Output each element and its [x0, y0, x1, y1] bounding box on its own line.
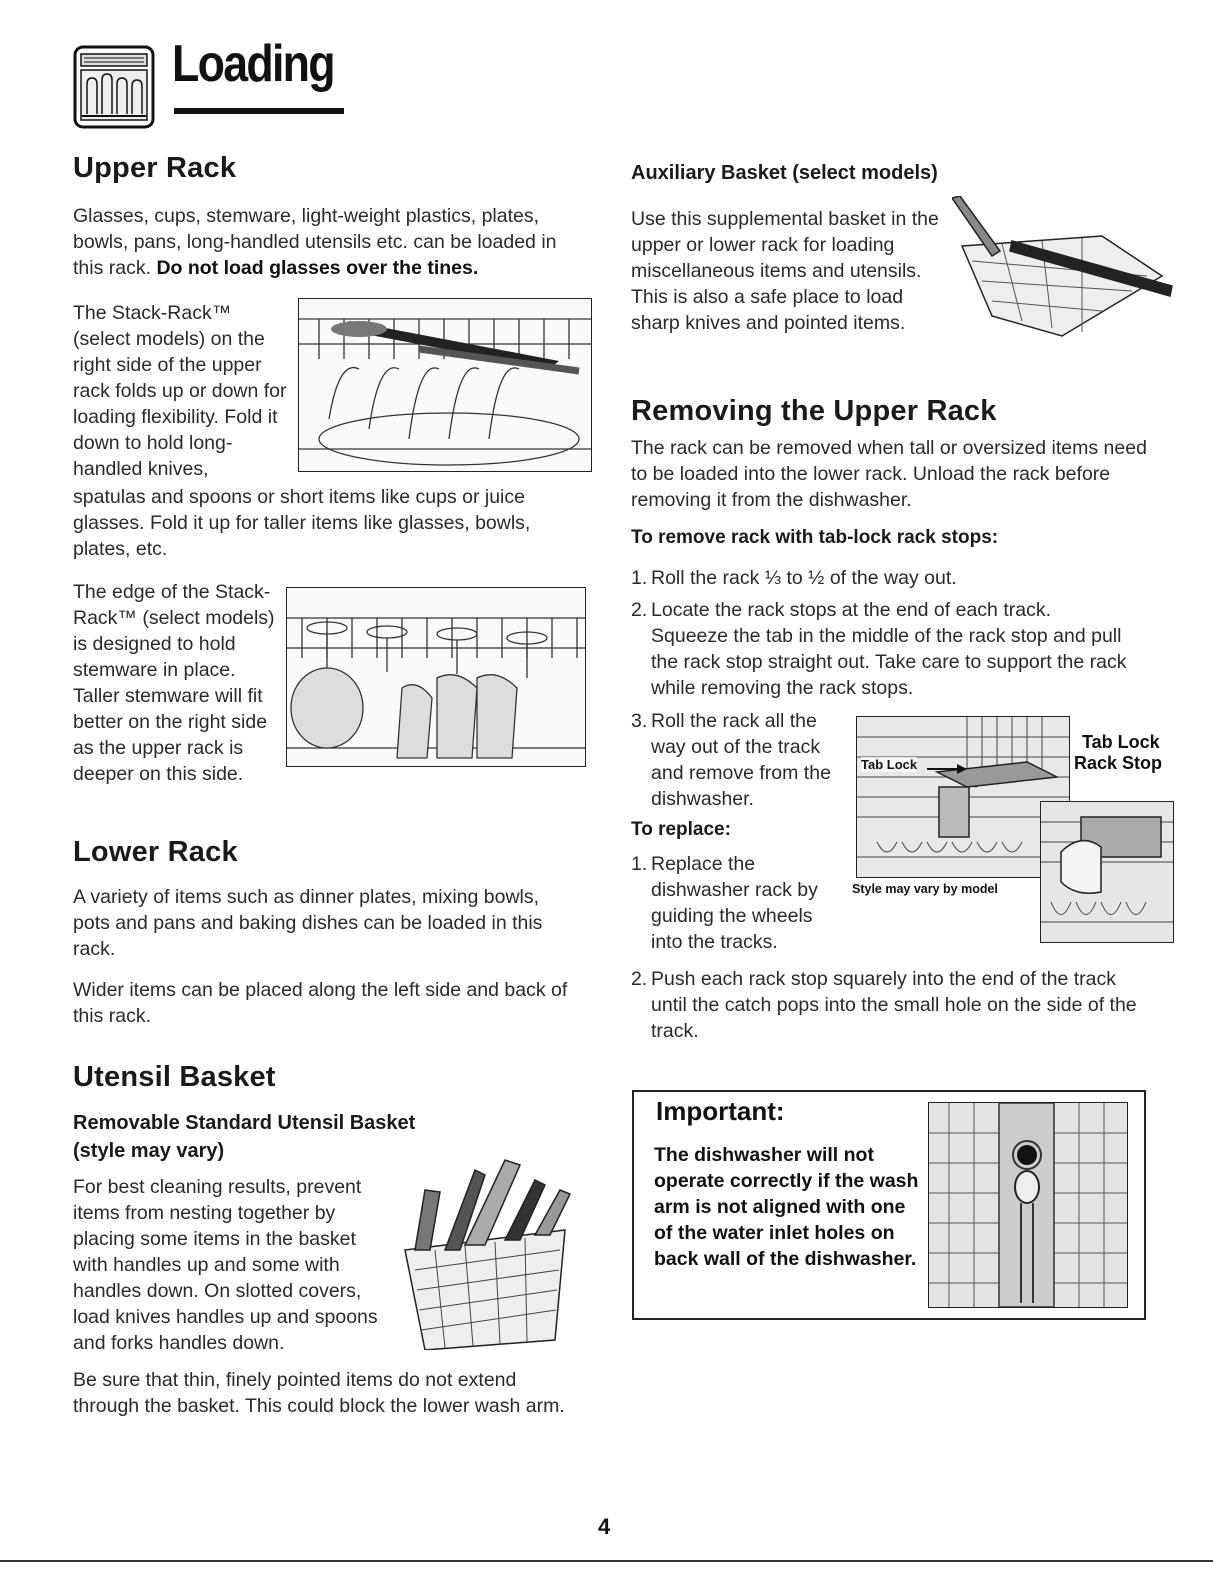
stemware-rack-illustration — [286, 587, 586, 767]
utensil-basket-paragraph-1: For best cleaning results, prevent items from nesting together by placing some items in the basket with handles up and some with handles down. On slotted covers, load knives handles up and spoons and forks handles down. — [73, 1176, 378, 1354]
replace-step-1-num: 1. — [631, 853, 648, 875]
tab-lock-right-label-2: Rack Stop — [1074, 753, 1163, 773]
tab-lock-right-label — [1074, 732, 1162, 774]
rack-stop-closeup-illustration — [1040, 801, 1174, 943]
tab-lock-right-label-1: Tab Lock — [1082, 732, 1160, 752]
remove-step-3 — [631, 708, 851, 812]
page-number: 4 — [598, 1514, 611, 1539]
stack-rack-paragraph-2: The edge of the Stack-Rack™ (select models) is designed to hold stemware in place. Taller stemware will fit better on the right side as the upper rack is deeper on this side. — [73, 581, 275, 785]
lower-rack-paragraph-2: Wider items can be placed along the left side and back of this rack. — [73, 979, 568, 1027]
tab-lock-arrow — [927, 761, 967, 771]
replace-step-2-text: Push each rack stop squarely into the end of the track until the catch pops into the small hole on the side of the track. — [651, 968, 1137, 1042]
remove-step-3-num: 3. — [631, 710, 648, 732]
remove-step-1 — [631, 565, 1131, 591]
removing-intro: The rack can be removed when tall or oversized items need to be loaded into the lower rack. Unload the rack before removing it from the dishwasher. — [631, 437, 1147, 511]
utensil-basket-heading: Utensil Basket — [73, 1061, 276, 1093]
replace-heading: To replace: — [631, 819, 731, 840]
replace-step-2-num: 2. — [631, 968, 648, 990]
figure-caption: Style may vary by model — [852, 882, 998, 896]
page-title — [172, 34, 360, 94]
important-text: The dishwasher will not operate correctly if the wash arm is not aligned with one of the water inlet holes on back wall of the dishwasher. — [654, 1144, 919, 1270]
utensil-basket-illustration — [385, 1150, 585, 1350]
remove-step-1-num: 1. — [631, 567, 648, 589]
removing-heading: Removing the Upper Rack — [631, 395, 997, 427]
utensil-basket-subheading-2: (style may vary) — [73, 1140, 225, 1162]
important-heading: Important: — [656, 1096, 785, 1126]
replace-step-1-text: Replace the dishwasher rack by guiding the wheels into the tracks. — [651, 853, 818, 953]
header-icon-dishwasher — [72, 44, 156, 130]
replace-step-2 — [631, 966, 1141, 1044]
upper-rack-intro-text: Glasses, cups, stemware, light-weight plastics, plates, bowls, pans, long-handled utensils etc. can be loaded in this rack. — [73, 205, 557, 279]
lower-rack-heading: Lower Rack — [73, 836, 238, 868]
title-underline — [174, 108, 344, 114]
utensil-basket-subheading-1: Removable Standard Utensil Basket — [73, 1112, 416, 1134]
remove-steps-list-b — [631, 708, 851, 812]
replace-steps-list-b — [631, 966, 1141, 1044]
remove-step-1-text: Roll the rack ⅓ to ½ of the way out. — [651, 567, 957, 589]
stack-rack-paragraph-1: The Stack-Rack™ (select models) on the right side of the upper rack folds up or down for loading flexibility. Fold it down to hold long-handled knives, — [73, 302, 287, 480]
upper-rack-heading: Upper Rack — [73, 152, 237, 184]
remove-steps-heading: To remove rack with tab-lock rack stops: — [631, 527, 999, 548]
replace-steps-list-a — [631, 851, 846, 955]
upper-rack-intro — [73, 203, 583, 281]
remove-step-3-text: Roll the rack all the way out of the track and remove from the dishwasher. — [651, 710, 831, 810]
remove-step-2-num: 2. — [631, 599, 648, 621]
remove-step-2 — [631, 597, 1131, 701]
aux-basket-paragraph: Use this supplemental basket in the upper or lower rack for loading miscellaneous items and utensils. This is also a safe place to load sharp knives and pointed items. — [631, 208, 939, 334]
aux-basket-heading: Auxiliary Basket (select models) — [631, 162, 938, 184]
wash-arm-alignment-illustration — [928, 1102, 1128, 1308]
upper-rack-warning: Do not load glasses over the tines. — [156, 257, 479, 279]
page-title-text: Loading — [172, 35, 334, 93]
lower-rack-paragraph-1: A variety of items such as dinner plates, mixing bowls, pots and pans and baking dishes can be loaded in this rack. — [73, 886, 543, 960]
utensil-basket-paragraph-2: Be sure that thin, finely pointed items do not extend through the basket. This could block the lower wash arm. — [73, 1369, 565, 1417]
stack-rack-paragraph-1-cont: spatulas and spoons or short items like cups or juice glasses. Fold it up for taller items like glasses, bowls, plates, etc. — [73, 486, 531, 560]
tab-lock-label: Tab Lock — [861, 757, 918, 772]
aux-basket-illustration — [952, 196, 1177, 344]
stack-rack-folded-illustration — [298, 298, 592, 472]
tab-lock-rack-illustration — [856, 716, 1070, 878]
remove-steps-list-a — [631, 565, 1131, 701]
footer-rule — [0, 1560, 1213, 1562]
replace-step-1 — [631, 851, 846, 955]
remove-step-2-text: Locate the rack stops at the end of each track. Squeeze the tab in the middle of the rack stop and pull the rack stop straight out. Take care to support the rack while removing the rack stops. — [651, 599, 1127, 699]
